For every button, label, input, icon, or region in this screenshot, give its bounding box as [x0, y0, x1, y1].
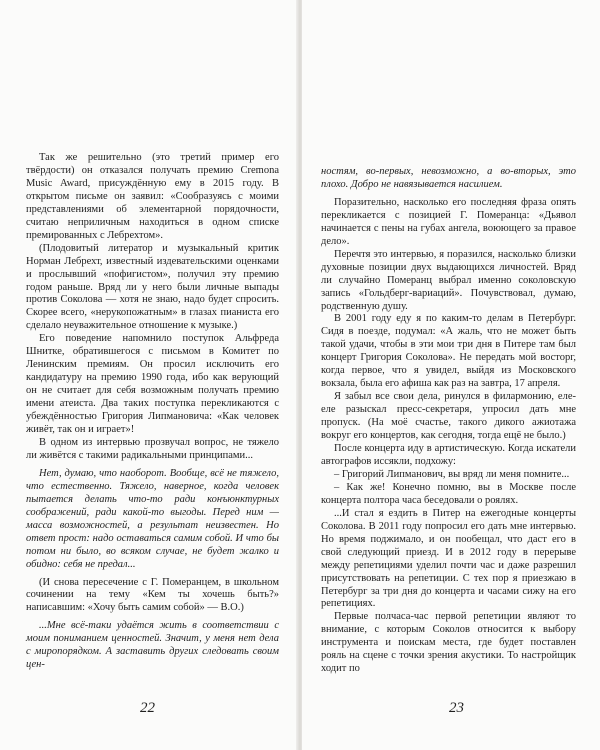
dialogue-line: – Григорий Липманович, вы вряд ли меня помните...: [334, 468, 570, 480]
right-page: [302, 0, 600, 750]
paragraph: Первые полчаса-час первой репетиции являют то внимание, с которым Соколов относится к выбору инструмента и поискам места, где будет поставлен рояль на сцене с точки зрения акустики. То настройщик ходит по: [321, 611, 576, 675]
paragraph: Поразительно, насколько его последняя фраза опять перекликается с позицией Г. Померанца: «Дьявол начинается с пены на губах ангела, воюющего за правое дело».: [321, 196, 576, 247]
paragraph: В одном из интервью прозвучал вопрос, не тяжело ли живётся с такими радикальными принципами...: [26, 436, 279, 461]
paragraph: ...И стал я ездить в Питер на ежегодные концерты Соколова. В 2011 году попросил его дать мне интервью. Но время поджимало, и он пообещал, что даст его в свой следующий приезд. И в 2012 году в перерыве между репетициями уделил почти час и даже разрешил присутствовать на репетиции. С тех пор я приезжаю в Петербург за три дня до концерта и часами сижу на его репетициях.: [321, 507, 576, 610]
left-text-column: [26, 152, 279, 672]
paragraph: (И снова пересечение с Г. Померанцем, в школьном сочинении на тему «Кем ты хочешь быть?» написавшим: «Хочу быть самим собой» — В.О.): [26, 576, 279, 614]
quoted-answer: Нет, думаю, что наоборот. Вообще, всё не тяжело, что естественно. Тяжело, наверное, когда человек пытается делать что-то ради конъюнктурных соображений, ради какой-то выгоды. Перед ним — масса возможностей, а результат неизвестен. Но ответ прост: надо оставаться самим собой. И что бы потом ни было, во всяком случае, не будет жалко и обидно: себя не предал...: [26, 467, 279, 570]
paragraph: (Плодовитый литератор и музыкальный критик Норман Лебрехт, известный издевательскими оценками и прослывший «пофигистом», получил эту премию годом раньше. Вряд ли у него были личные выпады против Соколова — хотя не знаю, надо будет спросить. Скорее всего, «нерукопожатным» в глазах пианиста его сделало неуважительное отношение к музыке.): [26, 242, 279, 332]
page-number: 22: [140, 700, 155, 716]
left-page: [0, 0, 298, 750]
right-text-column: [321, 166, 576, 676]
quoted-answer: ностям, во-первых, невозможно, а во-вторых, это плохо. Добро не навязывается насилием.: [321, 166, 576, 190]
paragraph: В 2001 году еду я по каким-то делам в Петербург. Сидя в поезде, подумал: «А жаль, что не может быть такой удачи, чтобы в эти мои три дня в Питере там был концерт Григория Соколова». Не передать мой восторг, когда первое, что я увидел, выйдя из Московского вокзала, была его афиша как раз на завтра, 17 апреля.: [321, 313, 576, 390]
page-number: 23: [449, 700, 464, 716]
quoted-answer: ...Мне всё-таки удаётся жить в соответствии с моим пониманием ценностей. Значит, у меня нет дела с миропорядком. А заставить других следовать своим цен-: [26, 620, 279, 671]
paragraph: Так же решительно (это третий пример его твёрдости) он отказался получать премию Cremona Music Award, присуждённую ему в 2015 году. В открытом письме он заявил: «Сообразуясь с моими представлениями об элементарной порядочности, считаю неприличным находиться в одном списке премированных с Лебрехтом».: [26, 152, 279, 241]
paragraph: Перечтя это интервью, я поразился, насколько близки духовные позиции двух выдающихся личностей. Вряд ли случайно Померанц выбрал именно соколовскую запись «Гольдберг-вариаций». Почувствовал, думаю, родственную душу.: [321, 248, 576, 312]
paragraph: Я забыл все свои дела, ринулся в филармонию, еле-еле разыскал пресс-секретаря, упросил дать мне пропуск. (На моё счастье, такого дикого ажиотажа вокруг его концертов, как сегодня, тогда ещё не было.): [321, 391, 576, 442]
paragraph: Его поведение напомнило поступок Альфреда Шнитке, обратившегося с письмом в Комитет по Ленинским премиям. Он просил исключить его кандидатуру на премию 1990 года, ибо как верующий он не считает для себя возможным получать премию имени атеиста. Два таких поступка перекликаются с убеждённостью Григория Липмановича: «Как человек живёт, так он и играет»!: [26, 333, 279, 436]
dialogue-line: – Как же! Конечно помню, вы в Москве после концерта полтора часа беседовали о роялях.: [321, 481, 576, 506]
paragraph: После концерта иду в артистическую. Когда искатели автографов иссякли, подхожу:: [321, 443, 576, 467]
